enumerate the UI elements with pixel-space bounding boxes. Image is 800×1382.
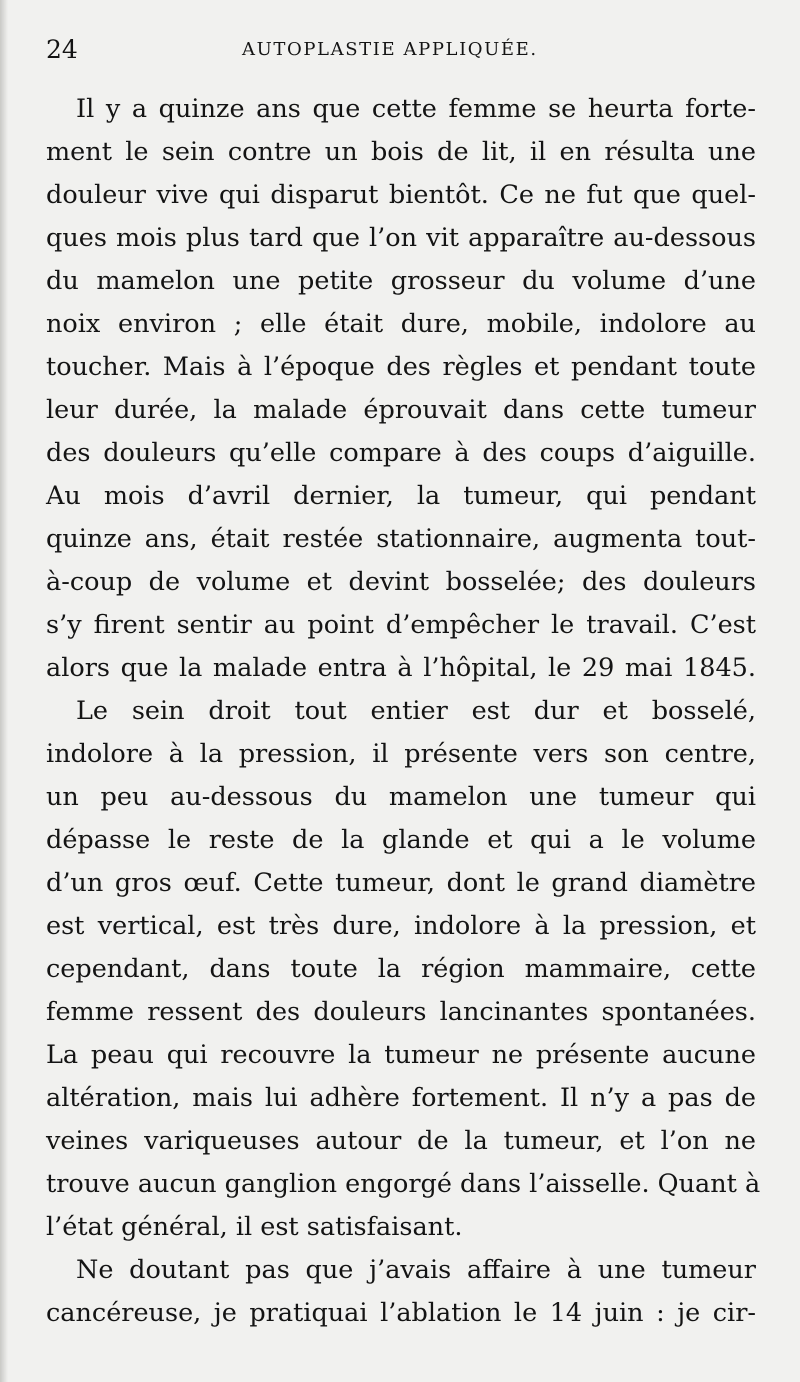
text-line: des douleurs qu’elle compare à des coups d’aiguille. [46, 438, 756, 468]
text-line: Le sein droit tout entier est dur et bosselé, [76, 696, 756, 726]
text-line: altération, mais lui adhère fortement. Il n’y a pas de [46, 1083, 756, 1113]
text-line: La peau qui recouvre la tumeur ne présente aucune [46, 1040, 756, 1070]
text-line: Ne doutant pas que j’avais affaire à une tumeur [76, 1255, 756, 1285]
page-number: 24 [46, 35, 78, 64]
text-line: femme ressent des douleurs lancinantes spontanées. [46, 997, 756, 1027]
text-line: veines variqueuses autour de la tumeur, et l’on ne [46, 1126, 756, 1156]
text-line: du mamelon une petite grosseur du volume d’une [46, 266, 756, 296]
text-line: à-coup de volume et devint bosselée; des douleurs [46, 567, 756, 597]
text-line: Au mois d’avril dernier, la tumeur, qui pendant [46, 481, 756, 511]
page-edge-shadow [0, 0, 8, 1382]
paragraph-3 [46, 1249, 756, 1335]
text-line: indolore à la pression, il présente vers son centre, [46, 739, 756, 769]
text-line: s’y firent sentir au point d’empêcher le travail. C’est [46, 610, 756, 640]
text-line: trouve aucun ganglion engorgé dans l’aisselle. Quant à [46, 1169, 761, 1199]
running-head: AUTOPLASTIE APPLIQUÉE. [242, 39, 538, 60]
text-line: toucher. Mais à l’époque des règles et pendant toute [46, 352, 756, 382]
paragraph-1 [46, 88, 756, 690]
text-line: noix environ ; elle était dure, mobile, indolore au [46, 309, 756, 339]
text-line: quinze ans, était restée stationnaire, augmenta tout- [46, 524, 756, 554]
text-line: est vertical, est très dure, indolore à la pression, et [46, 911, 756, 941]
text-line: cancéreuse, je pratiquai l’ablation le 14 juin : je cir- [46, 1298, 756, 1328]
text-line: l’état général, il est satisfaisant. [46, 1212, 463, 1242]
text-line: ment le sein contre un bois de lit, il en résulta une [46, 137, 756, 167]
text-line: alors que la malade entra à l’hôpital, le 29 mai 1845. [46, 653, 756, 683]
text-line: ques mois plus tard que l’on vit apparaître au-dessous [46, 223, 756, 253]
text-line: dépasse le reste de la glande et qui a le volume [46, 825, 756, 855]
text-line: douleur vive qui disparut bientôt. Ce ne fut que quel- [46, 180, 756, 210]
text-line: cependant, dans toute la région mammaire, cette [46, 954, 756, 984]
paragraph-2 [46, 690, 761, 1249]
body-text [46, 88, 761, 1335]
text-line: Il y a quinze ans que cette femme se heurta forte- [76, 94, 756, 124]
text-line: d’un gros œuf. Cette tumeur, dont le grand diamètre [46, 868, 756, 898]
page-header [46, 30, 756, 70]
text-line: leur durée, la malade éprouvait dans cette tumeur [46, 395, 756, 425]
text-line: un peu au-dessous du mamelon une tumeur qui [46, 782, 756, 812]
